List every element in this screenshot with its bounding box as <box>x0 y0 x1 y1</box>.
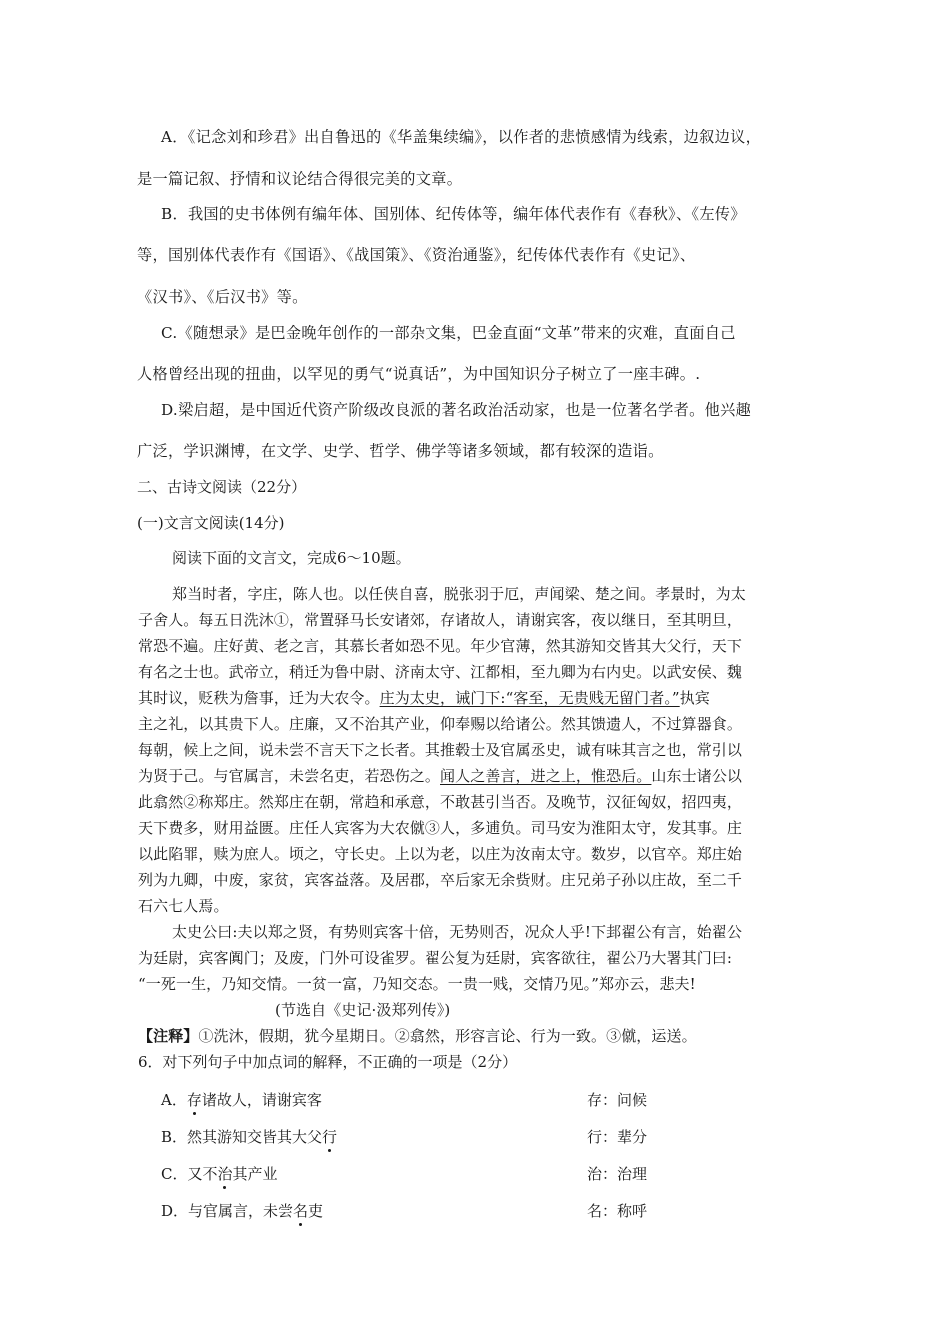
reading-instruction: 阅读下面的文言文，完成6～10题。 <box>172 549 411 567</box>
passage-line-10: 天下费多，财用益匮。庄任人宾客为大农僦③人，多逋负。司马安为淮阳太守，发其事。庄 <box>138 819 743 837</box>
q6-d-text: D．与官属言，未尝 <box>161 1202 294 1220</box>
option-d-line-2: 广泛，学识渊博，在文学、史学、哲学、佛学等诸多领域，都有较深的造诣。 <box>137 442 664 460</box>
q6-option-d <box>161 1201 761 1221</box>
passage-line-13: 石六七人焉。 <box>138 897 229 915</box>
q6-a-text-rest: 诸故人，请谢宾客 <box>201 1091 322 1109</box>
annotation-line <box>138 1026 697 1046</box>
passage-line-11: 以此陷罪，赎为庶人。顷之，守长史。上以为老，以庄为汝南太守。数岁，以官卒。郑庄始 <box>138 845 743 863</box>
passage-line-15: 为廷尉，宾客阗门；及废，门外可设雀罗。翟公复为廷尉，宾客欲往，翟公乃大署其门曰: <box>138 949 733 967</box>
passage-line-6: 主之礼，以其贵下人。庄廉，又不治其产业，仰奉赐以给诸公。然其馈遗人，不过算器食。 <box>138 715 743 733</box>
section-title: 二、古诗文阅读（22分） <box>137 478 307 496</box>
annotation-label: 【注释】 <box>138 1027 199 1045</box>
passage-line-16: “一死一生，乃知交情。一贫一富，乃知交态。一贵一贱，交情乃见。”郑亦云，悲夫! <box>138 975 696 993</box>
passage-line-12: 列为九卿，中废，家贫，宾客益落。及居郡，卒后家无余赀财。庄兄弟子孙以庄故，至二千 <box>138 871 743 889</box>
passage-line-9: 此翕然②称郑庄。然郑庄在朝，常趋和承意，不敢甚引当否。及晚节，汉征匈奴，招四夷， <box>138 793 743 811</box>
q6-b-text: B．然其游知交皆其大父 <box>161 1128 323 1146</box>
passage-line-14: 太史公曰:夫以郑之贤，有势则宾客十倍，无势则否，况众人乎!下邽翟公有言，始翟公 <box>172 923 742 941</box>
passage-line-1: 郑当时者，字庄，陈人也。以任侠自喜，脱张羽于厄，声闻梁、楚之间。孝景时，为太 <box>172 585 746 603</box>
q6-c-text-rest: 其产业 <box>232 1165 278 1183</box>
section-subtitle: (一)文言文阅读(14分) <box>137 514 285 532</box>
underlined-sentence-1: 庄为太史，诫门下:“客至，无贵贱无留门者。” <box>379 689 680 707</box>
q6-c-meaning: 治：治理 <box>587 1165 648 1183</box>
q6-option-c <box>161 1164 761 1184</box>
q6-d-meaning: 名：称呼 <box>587 1202 648 1220</box>
q6-option-a <box>161 1090 761 1110</box>
option-b-line-3: 《汉书》、《后汉书》等。 <box>137 288 308 306</box>
q6-a-meaning: 存：问候 <box>587 1091 648 1109</box>
q6-b-dotted-word: 行 <box>322 1128 338 1146</box>
passage-source: (节选自《史记·汲郑列传》) <box>275 1001 451 1019</box>
passage-line-4: 有名之士也。武帝立，稍迁为鲁中尉、济南太守、江都相，至九卿为右内史。以武安侯、魏 <box>138 663 743 681</box>
q6-c-text: C．又不 <box>161 1165 218 1183</box>
passage-text: 山东士诸公以 <box>651 767 743 785</box>
q6-b-meaning: 行：辈分 <box>587 1128 648 1146</box>
question-6-stem: 6．对下列句子中加点词的解释，不正确的一项是（2分） <box>138 1053 518 1071</box>
passage-line-8 <box>138 766 742 786</box>
q6-d-text-rest: 吏 <box>308 1202 324 1220</box>
option-c-line-1: C.《随想录》是巴金晚年创作的一部杂文集，巴金直面“文革”带来的灾难，直面自己 <box>161 324 736 342</box>
q6-a-dotted-word: 存 <box>186 1091 202 1109</box>
q6-option-b <box>161 1127 761 1147</box>
option-c-line-2: 人格曾经出现的扭曲，以罕见的勇气“说真话”，为中国知识分子树立了一座丰碑。. <box>137 365 701 383</box>
passage-text: 为贤于己。与官属言，未尝名吏，若恐伤之。 <box>138 767 441 785</box>
underlined-sentence-2: 闻人之善言，进之上，惟恐后。 <box>440 767 652 785</box>
option-a-line-2: 是一篇记叙、抒情和议论结合得很完美的文章。 <box>137 170 463 188</box>
annotation-text: ①洗沐，假期，犹今星期日。②翕然，形容言论、行为一致。③僦，运送。 <box>198 1027 697 1045</box>
passage-line-7: 每朝，候上之间，说未尝不言天下之长者。其推毂士及官属丞史，诚有味其言之也，常引以 <box>138 741 743 759</box>
passage-line-2: 子舍人。每五日洗沐①，常置驿马长安诸郊，存诸故人，请谢宾客，夜以继日，至其明旦， <box>138 611 743 629</box>
option-b-line-2: 等，国别体代表作有《国语》、《战国策》、《资治通鉴》，纪传体代表作有《史记》、 <box>137 246 696 264</box>
option-d-line-1: D.梁启超，是中国近代资产阶级改良派的著名政治活动家，也是一位著名学者。他兴趣 <box>161 401 752 419</box>
passage-text: 执宾 <box>679 689 710 707</box>
option-a-line-1: A．《记念刘和珍君》出自鲁迅的《华盖集续编》，以作者的悲愤感情为线索，边叙边议， <box>161 128 762 146</box>
q6-c-dotted-word: 治 <box>217 1165 233 1183</box>
option-b-line-1: B．我国的史书体例有编年体、国别体、纪传体等，编年体代表作有《春秋》、《左传》 <box>161 205 746 223</box>
passage-line-3: 常恐不遍。庄好黄、老之言，其慕长者如恐不见。年少官薄，然其游知交皆其大父行，天下 <box>138 637 743 655</box>
q6-a-text: A． <box>161 1091 187 1109</box>
q6-d-dotted-word: 名 <box>293 1202 309 1220</box>
passage-text: 其时议，贬秩为詹事，迁为大农令。 <box>138 689 380 707</box>
passage-line-5 <box>138 688 710 708</box>
